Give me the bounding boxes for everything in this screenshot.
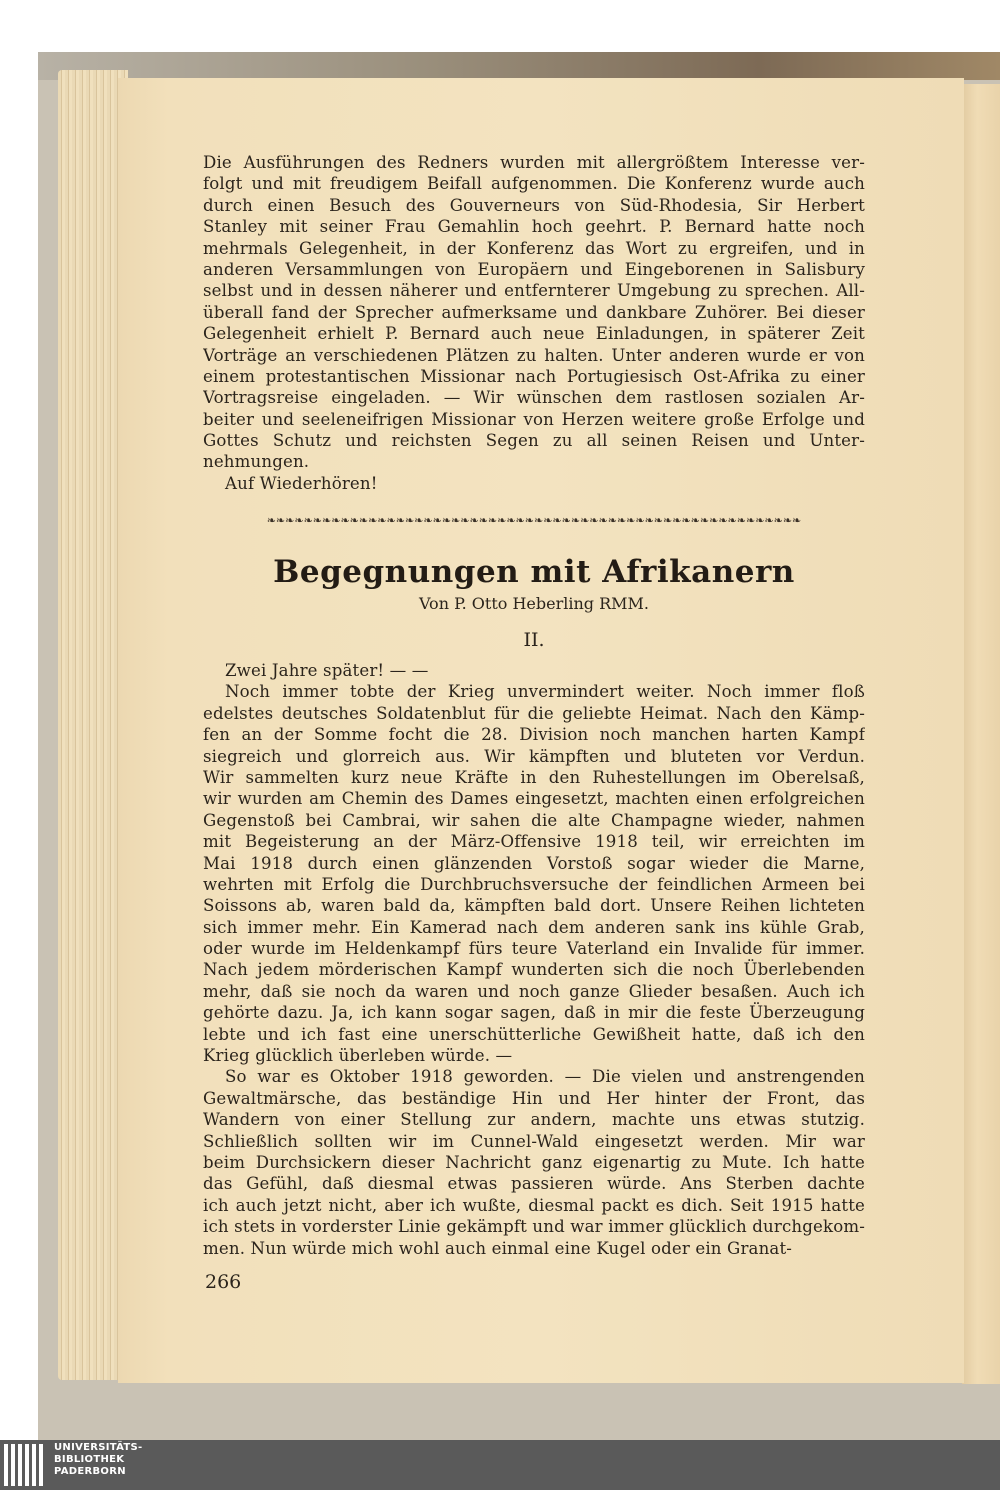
- text-line: Auf Wiederhören!: [225, 473, 378, 493]
- text-line: ich auch jetzt nicht, aber ich wußte, diesmal packt es dich. Seit 1915 hatte: [203, 1195, 865, 1215]
- text-line: das Gefühl, daß diesmal etwas passieren würde. Ans Sterben dachte: [203, 1174, 865, 1194]
- text-line: durch einen Besuch des Gouverneurs von Süd-Rhodesia, Sir Herbert: [203, 195, 865, 215]
- text-line: sich immer mehr. Ein Kamerad nach dem anderen sank ins kühle Grab,: [203, 917, 865, 937]
- text-line: Noch immer tobte der Krieg unvermindert weiter. Noch immer floß: [225, 682, 865, 702]
- text-line: Wandern von einer Stellung zur andern, machte uns etwas stutzig.: [203, 1110, 865, 1130]
- text-line: Gewaltmärsche, das beständige Hin und Her hinter der Front, das: [203, 1088, 865, 1108]
- text-line: edelstes deutsches Soldatenblut für die geliebte Heimat. Nach den Kämp-: [203, 703, 865, 723]
- text-line: einem protestantischen Missionar nach Portugiesisch Ost-Afrika zu einer: [203, 366, 865, 386]
- library-footer-bar: [0, 1440, 1000, 1490]
- text-line: wehrten mit Erfolg die Durchbruchsversuche der feindlichen Armeen bei: [203, 874, 865, 894]
- text-line: Stanley mit seiner Frau Gemahlin hoch geehrt. P. Bernard hatte noch: [203, 217, 865, 237]
- text-line: siegreich und glorreich aus. Wir kämpften und bluteten vor Verdun.: [203, 746, 865, 766]
- library-name-line: BIBLIOTHEK: [54, 1454, 125, 1465]
- text-line: Zwei Jahre später! — —: [225, 661, 429, 680]
- paragraph-continuation: [203, 152, 865, 494]
- text-line: ich stets in vorderster Linie gekämpft und war immer glücklich durchgekom-: [203, 1217, 865, 1237]
- text-line: gehörte dazu. Ja, ich kann sogar sagen, daß in mir die feste Überzeugung: [203, 1003, 865, 1023]
- book-cover-edge: [38, 52, 1000, 80]
- text-line: selbst und in dessen näherer und entfernterer Umgebung zu sprechen. All-: [203, 281, 865, 301]
- facing-page-edge: [962, 84, 1000, 1384]
- text-line: Mai 1918 durch einen glänzenden Vorstoß sogar wieder die Marne,: [203, 853, 865, 873]
- text-line: Gegenstoß bei Cambrai, wir sahen die alte Champagne wieder, nahmen: [203, 810, 865, 830]
- text-line: mit Begeisterung an der März-Offensive 1918 teil, wir erreichten im: [203, 832, 865, 852]
- text-line: men. Nun würde mich wohl auch einmal eine Kugel oder ein Granat-: [203, 1238, 793, 1258]
- text-line: beim Durchsickern dieser Nachricht ganz eigenartig zu Mute. Ich hatte: [203, 1152, 865, 1172]
- text-line: Vorträge an verschiedenen Plätzen zu halten. Unter anderen wurde er von: [203, 345, 865, 365]
- article-part-number: II.: [523, 629, 545, 651]
- section-divider-ornament: ❧❧❧❧❧❧❧❧❧❧❧❧❧❧❧❧❧❧❧❧❧❧❧❧❧❧❧❧❧❧❧❧❧❧❧❧❧❧❧❧❧❧❧❧❧❧❧❧❧❧❧❧❧❧❧❧❧❧: [266, 514, 802, 527]
- text-line: Wir sammelten kurz neue Kräfte in den Ruhestellungen im Oberelsaß,: [203, 767, 865, 787]
- text-line: fen an der Somme focht die 28. Division noch manchen harten Kampf: [203, 725, 865, 745]
- text-line: So war es Oktober 1918 geworden. — Die vielen und anstrengenden: [225, 1067, 865, 1087]
- article-body: [203, 660, 865, 1259]
- text-line: Nach jedem mörderischen Kampf wunderten sich die noch Überlebenden: [203, 960, 865, 980]
- text-line: beiter und seeleneifrigen Missionar von Herzen weitere große Erfolge und: [203, 409, 865, 429]
- text-line: Vortragsreise eingeladen. — Wir wünschen dem rastlosen sozialen Ar-: [203, 388, 865, 408]
- text-line: folgt und mit freudigem Beifall aufgenommen. Die Konferenz wurde auch: [203, 174, 865, 194]
- text-line: wir wurden am Chemin des Dames eingesetzt, machten einen erfolgreichen: [203, 789, 865, 809]
- text-line: Schließlich sollten wir im Cunnel-Wald eingesetzt werden. Mir war: [203, 1131, 865, 1151]
- text-line: oder wurde im Heldenkampf fürs teure Vaterland ein Invalide für immer.: [203, 939, 865, 959]
- article-title: Begegnungen mit Afrikanern: [273, 554, 795, 590]
- text-line: mehrmals Gelegenheit, in der Konferenz das Wort zu ergreifen, und in: [203, 238, 865, 258]
- text-line: Gottes Schutz und reichsten Segen zu all seinen Reisen und Unter-: [203, 431, 865, 451]
- library-logo-text: [54, 1442, 143, 1478]
- page-number: 266: [205, 1271, 242, 1293]
- text-line: Gelegenheit erhielt P. Bernard auch neue Einladungen, in späterer Zeit: [203, 324, 865, 344]
- text-line: überall fand der Sprecher aufmerksame und dankbare Zuhörer. Bei dieser: [203, 302, 865, 322]
- library-logo-icon: [4, 1444, 48, 1486]
- text-line: Soissons ab, waren bald da, kämpften bald dort. Unsere Reihen lichteten: [203, 896, 865, 916]
- library-name-line: UNIVERSITÄTS-: [54, 1442, 143, 1453]
- text-line: anderen Versammlungen von Europäern und Eingeborenen in Salisbury: [203, 259, 865, 279]
- text-line: mehr, daß sie noch da waren und noch ganze Glieder besaßen. Auch ich: [203, 981, 865, 1001]
- article-author: Von P. Otto Heberling RMM.: [418, 594, 650, 613]
- text-line: nehmungen.: [203, 452, 310, 472]
- text-line: lebte und ich fast eine unerschütterliche Gewißheit hatte, daß ich den: [203, 1024, 865, 1044]
- text-line: Die Ausführungen des Redners wurden mit allergrößtem Interesse ver-: [203, 153, 865, 172]
- library-name-line: PADERBORN: [54, 1466, 126, 1477]
- text-line: Krieg glücklich überleben würde. —: [203, 1046, 513, 1066]
